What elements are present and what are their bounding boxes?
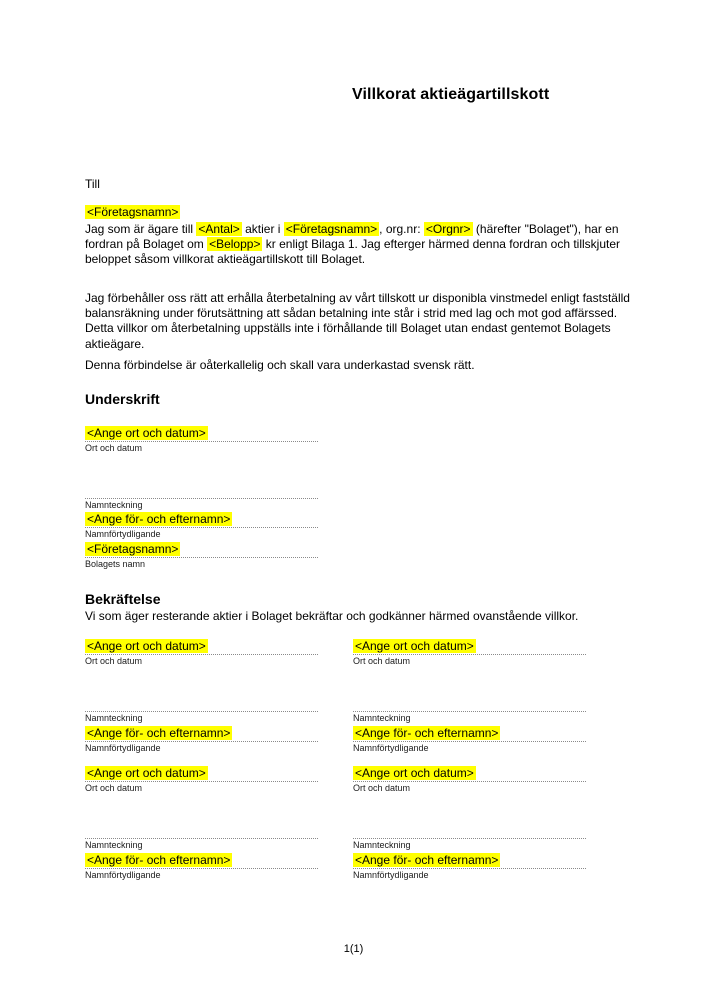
field-label: Namnförtydligande (85, 743, 161, 753)
signature-field-name (353, 853, 586, 881)
signature-field-place-date (353, 639, 586, 667)
signature-field-signature (353, 711, 586, 724)
para1-text-5: kr enligt Bilaga 1. Jag efterger härmed denna fordran och tillskjuter beloppet såsom villkorat aktieägartillskott till Bolaget. (85, 237, 620, 267)
field-label: Namnteckning (85, 500, 143, 510)
page-number: 1(1) (343, 943, 364, 955)
field-value (353, 639, 586, 654)
antal-placeholder[interactable]: <Antal> (198, 222, 240, 236)
signature-field-signature (85, 838, 318, 851)
full-name-placeholder[interactable]: <Ange för- och efternamn> (355, 726, 499, 740)
field-label: Ort och datum (353, 656, 411, 666)
company-name-placeholder[interactable]: <Företagsnamn> (285, 222, 378, 236)
field-value (353, 766, 586, 781)
field-label: Namnförtydligande (85, 529, 161, 539)
place-date-placeholder[interactable]: <Ange ort och datum> (87, 426, 206, 440)
paragraph-irrevocable: Denna förbindelse är oåterkallelig och skall vara underkastad svensk rätt. (85, 358, 475, 372)
para1-text-1: Jag som är ägare till (85, 222, 197, 236)
place-date-placeholder[interactable]: <Ange ort och datum> (87, 639, 206, 653)
place-date-placeholder[interactable]: <Ange ort och datum> (87, 766, 206, 780)
paragraph-contribution (85, 222, 630, 268)
full-name-placeholder[interactable]: <Ange för- och efternamn> (87, 726, 231, 740)
company-name-placeholder[interactable]: <Företagsnamn> (87, 205, 179, 219)
field-value (85, 639, 318, 654)
belopp-placeholder[interactable]: <Belopp> (209, 237, 261, 252)
company-name-placeholder[interactable]: <Företagsnamn> (87, 542, 179, 556)
recipient-label: Till (85, 177, 100, 191)
document-title: Villkorat aktieägartillskott (352, 86, 550, 103)
signature-field-name (85, 726, 318, 754)
field-label: Ort och datum (353, 783, 411, 793)
field-label: Namnförtydligande (85, 870, 161, 880)
field-value (353, 853, 586, 868)
field-label: Namnförtydligande (353, 870, 429, 880)
signature-field-place-date (85, 639, 318, 667)
signature-field-place-date (85, 766, 318, 794)
signature-field-signature (353, 838, 586, 851)
field-label: Ort och datum (85, 443, 143, 453)
field-value (353, 726, 586, 741)
field-label: Namnteckning (353, 713, 411, 723)
field-label: Ort och datum (85, 783, 143, 793)
paragraph-repayment-terms: Jag förbehåller oss rätt att erhålla återbetalning av vårt tillskott ur disponibla vinstmedel enligt fastställd balansräkning under förutsättning att sådan betalning inte står i strid med lag och mot god affärssed. Detta villkor om återbetalning uppställs inte i förhållande till Bolaget utan endast gentemot Bolagets aktieägare. (85, 291, 630, 351)
field-label: Namnteckning (353, 840, 411, 850)
signature-field-signature (85, 498, 318, 511)
signature-field-name (85, 512, 318, 540)
field-label: Namnteckning (85, 840, 143, 850)
field-label: Bolagets namn (85, 559, 146, 569)
para1-text-3: , org.nr: (379, 222, 424, 236)
signature-field-signature (85, 711, 318, 724)
full-name-placeholder[interactable]: <Ange för- och efternamn> (87, 512, 231, 526)
field-value (85, 426, 318, 441)
signature-field-place-date (353, 766, 586, 794)
place-date-placeholder[interactable]: <Ange ort och datum> (355, 639, 474, 653)
field-value (85, 542, 318, 557)
signature-field-place-date (85, 426, 318, 454)
field-value (85, 853, 318, 868)
field-value (85, 726, 318, 741)
recipient-company-field (85, 205, 180, 220)
para1-text-2: aktier i (241, 222, 284, 236)
signature-field-name (353, 726, 586, 754)
signature-field-name (85, 853, 318, 881)
signature-field-company (85, 542, 318, 570)
field-value (85, 512, 318, 527)
field-label: Namnteckning (85, 713, 143, 723)
bekraftelse-intro: Vi som äger resterande aktier i Bolaget bekräftar och godkänner härmed ovanstående villkor. (85, 609, 579, 623)
full-name-placeholder[interactable]: <Ange för- och efternamn> (87, 853, 231, 867)
underskrift-heading: Underskrift (85, 391, 160, 407)
field-value (85, 766, 318, 781)
full-name-placeholder[interactable]: <Ange för- och efternamn> (355, 853, 499, 867)
bekraftelse-heading: Bekräftelse (85, 591, 161, 607)
field-label: Namnförtydligande (353, 743, 429, 753)
para1-text-4: (härefter "Bolaget"), har en fordran på Bolaget om (85, 222, 619, 252)
orgnr-placeholder[interactable]: <Orgnr> (425, 222, 471, 236)
place-date-placeholder[interactable]: <Ange ort och datum> (355, 766, 474, 780)
field-label: Ort och datum (85, 656, 143, 666)
